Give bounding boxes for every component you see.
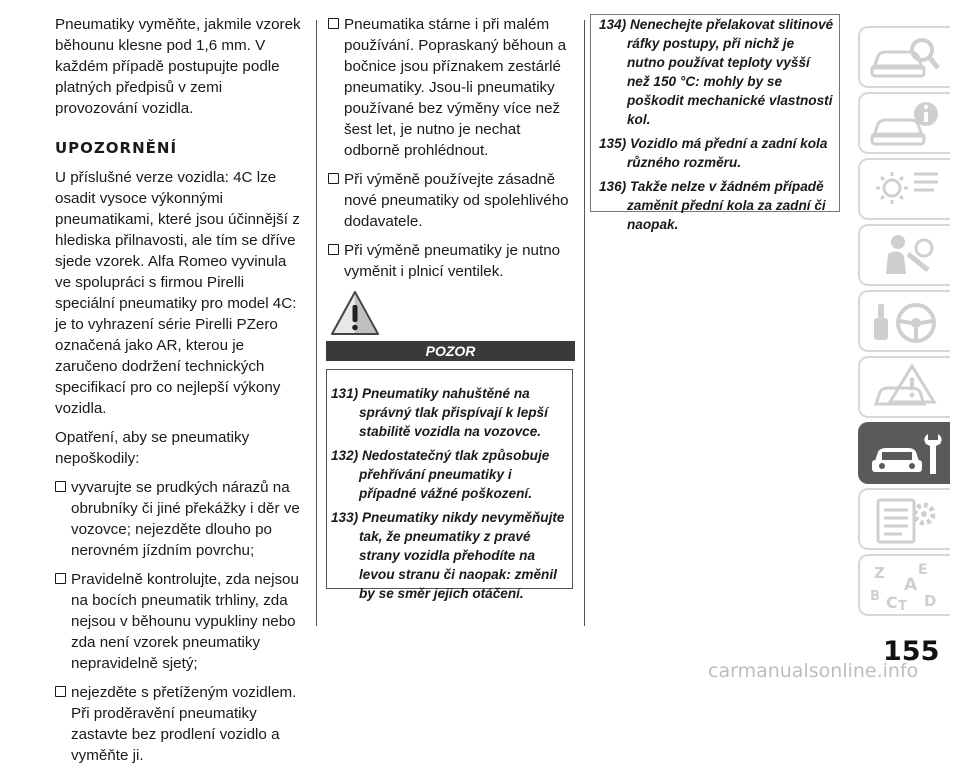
list-item: [55, 569, 303, 674]
body-paragraph: Opatření, aby se pneumatiky nepoškodily:: [55, 429, 250, 467]
warning-item: 131) Pneumatiky nahuštěné na správný tlak přispívají k lepší stabilitě vozidla na vozovce.: [331, 386, 548, 439]
list-item: [328, 14, 576, 161]
index-letter: A: [904, 575, 918, 595]
index-letter: T: [898, 599, 907, 614]
column-divider: [584, 20, 585, 626]
steering-wheel-icon: [868, 296, 944, 350]
list-item: [328, 240, 576, 282]
index-letter: D: [924, 592, 937, 610]
list-item: [55, 477, 303, 561]
section-heading: UPOZORNĚNÍ: [55, 139, 178, 157]
chapter-tab-3[interactable]: [858, 158, 950, 220]
index-letter: C: [886, 593, 898, 612]
note-item: 136) Takže nelze v žádném případě zaměnit přední kola za zadní či naopak.: [599, 179, 826, 232]
list-item-text: Pneumatika stárne i při malém používání. Popraskaný běhoun a bočnice jsou příznakem zestárlé pneumatiky. Jsou-li pneumatiky používané bez výměny více než šest let, je nutno je nechat odborně prohlédnout.: [344, 16, 567, 159]
warning-item: 132) Nedostatečný tlak způsobuje přehřívání pneumatiky i případné vážné poškození.: [331, 448, 550, 501]
car-magnifier-icon: [868, 32, 944, 86]
car-info-icon: [868, 98, 944, 152]
chapter-tab-4[interactable]: [858, 224, 950, 286]
list-item-text: Při výměně používejte zásadně nové pneumatiky od spolehlivého dodavatele.: [344, 171, 569, 230]
dashboard-lights-icon: [868, 164, 944, 218]
warning-item: 133) Pneumatiky nikdy nevyměňujte tak, že pneumatiky z pravé strany vozidla přehodíte na levou stranu či naopak: změnil by se směr jejich otáčení.: [331, 510, 565, 601]
chapter-tab-6[interactable]: [858, 356, 950, 418]
index-letter: E: [918, 562, 928, 578]
alphabet-index-icon: [868, 560, 944, 614]
list-item-text: Při výměně pneumatiky je nutno vyměnit i plnicí ventilek.: [344, 242, 561, 280]
checkbox-bullet-icon: [328, 244, 339, 255]
list-item-text: Pravidelně kontrolujte, zda nejsou na bocích pneumatik trhliny, zda nejsou v běhounu vypukliny nebo zda není vzorek pneumatiky nepravidelně sjetý;: [71, 571, 299, 672]
seat-airbag-icon: [868, 230, 944, 284]
checkbox-bullet-icon: [328, 173, 339, 184]
checkbox-bullet-icon: [55, 573, 66, 584]
column-middle: [328, 14, 576, 290]
list-item: [55, 682, 303, 766]
column-left: [55, 14, 303, 774]
body-paragraph: U příslušné verze vozidla: 4C lze osadit vysoce výkonnými pneumatikami, které jsou účinnější z hlediska přilnavosti, ale tím se dříve sjede vzorek. Alfa Romeo vyvinula ve spolupráci s firmou Pirelli speciální pneumatiky pro model 4C: je to vyhrazení série Pirelli PZero označená jako AR, kterou je zaručeno dodržení technických specifikací pro co nejlepší výkony vozidla.: [55, 169, 300, 417]
watermark: carmanualsonline.info: [708, 660, 919, 682]
warning-triangle-icon: [330, 290, 380, 336]
list-item: [328, 169, 576, 232]
chapter-tab-2[interactable]: [858, 92, 950, 154]
column-divider: [316, 20, 317, 626]
note-box: [590, 14, 840, 232]
chapter-tab-8[interactable]: [858, 488, 950, 550]
checkbox-bullet-icon: [55, 686, 66, 697]
warning-box: [326, 369, 573, 601]
checkbox-bullet-icon: [328, 18, 339, 29]
note-item: 135) Vozidlo má přední a zadní kola různého rozměru.: [599, 136, 828, 170]
checkbox-bullet-icon: [55, 481, 66, 492]
specs-gear-icon: [868, 494, 944, 548]
chapter-tab-5[interactable]: [858, 290, 950, 352]
index-letter: B: [870, 589, 880, 604]
car-warning-icon: [868, 362, 944, 416]
warning-title-band: POZOR: [326, 341, 575, 361]
page-number: 155: [883, 636, 940, 667]
chapter-tab-9[interactable]: [858, 554, 950, 616]
note-item: 134) Nenechejte přelakovat slitinové ráfky postupy, při nichž je nutno používat teploty vyšší než 150 °C: mohly by se poškodit mechanické vlastnosti kol.: [599, 17, 834, 127]
index-letter: Z: [874, 564, 885, 582]
chapter-tab-1[interactable]: [858, 26, 950, 88]
car-wrench-icon: [868, 428, 944, 482]
intro-paragraph: Pneumatiky vyměňte, jakmile vzorek běhounu klesne pod 1,6 mm. V každém případě postupujte podle platných předpisů v zemi provozování vozidla.: [55, 16, 301, 117]
chapter-tab-7-active[interactable]: [858, 422, 950, 484]
list-item-text: vyvarujte se prudkých nárazů na obrubníky či jiné překážky i děr ve vozovce; nejezděte dlouho po nerovném jízdním povrchu;: [71, 479, 300, 559]
list-item-text: nejezděte s přetíženým vozidlem. Při proděravění pneumatiky zastavte bez prodlení vozidlo a vyměňte ji.: [71, 684, 297, 764]
